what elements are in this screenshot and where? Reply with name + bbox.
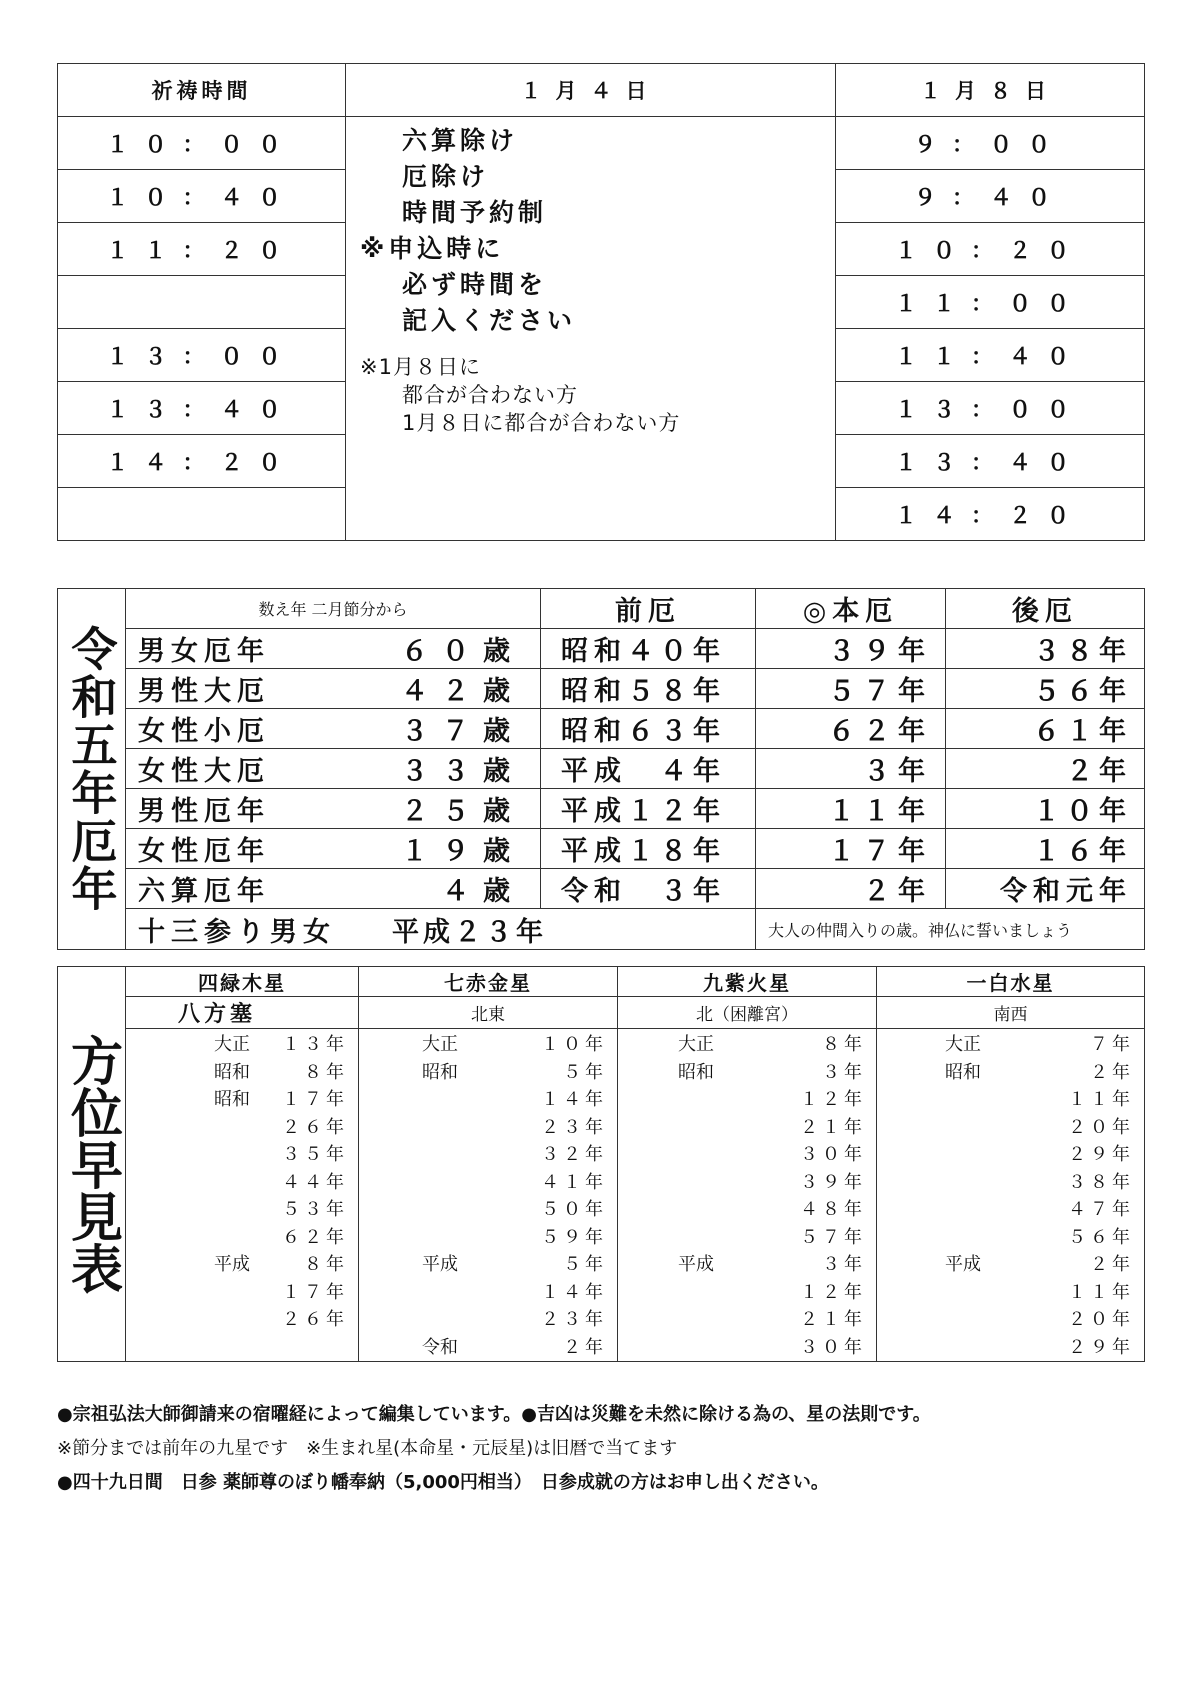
yaku-name: 男性大厄 ４２歳 — [126, 669, 541, 709]
year-entry — [877, 1251, 1144, 1279]
jan8-time: １１：００ — [836, 276, 1145, 329]
year-entry — [126, 1169, 358, 1197]
yaku-zen: 平成１８年 — [541, 829, 756, 869]
year-value: ６２年 — [282, 1226, 348, 1248]
year-value: ４８年 — [800, 1199, 866, 1220]
jan8-time: ９：４０ — [836, 170, 1145, 223]
header-jan4: １月４日 — [346, 64, 836, 117]
notice-line: 厄除け — [402, 162, 490, 191]
year-entry — [126, 1059, 358, 1087]
era-label: 昭和 — [422, 1061, 458, 1083]
year-entry — [126, 1251, 358, 1279]
direction-name: 南西 — [877, 997, 1145, 1029]
year-value: ３５年 — [282, 1144, 348, 1165]
year-entry — [877, 1169, 1144, 1197]
yaku-ato: ６１年 — [946, 709, 1145, 749]
star-name: 七赤金星 — [359, 967, 618, 997]
year-value: １２年 — [800, 1281, 866, 1303]
jan4-time: １０：４０ — [58, 170, 346, 223]
era-label: 昭和 — [945, 1061, 981, 1083]
year-value: １４年 — [541, 1281, 607, 1303]
year-entry — [359, 1059, 617, 1087]
jan8-time: １３：００ — [836, 382, 1145, 435]
year-entry — [618, 1059, 876, 1087]
jan4-time: １３：４０ — [58, 382, 346, 435]
year-value: ５３年 — [282, 1199, 348, 1220]
notice-line: 記入ください — [402, 306, 577, 335]
year-entry — [618, 1086, 876, 1114]
year-entry — [618, 1114, 876, 1142]
yaku-ato: １０年 — [946, 789, 1145, 829]
note-line: ※節分までは前年の九星です ※生まれ星(本命星・元辰星)は旧暦で当てます — [57, 1438, 678, 1459]
year-entry — [126, 1141, 358, 1169]
year-value: ２１年 — [800, 1116, 866, 1138]
year-entry — [877, 1334, 1144, 1362]
year-value: ７年 — [1090, 1034, 1134, 1055]
year-value: ２１年 — [800, 1309, 866, 1330]
era-label: 昭和 — [214, 1089, 250, 1110]
year-value: ８年 — [304, 1254, 348, 1275]
era-label: 令和 — [422, 1336, 458, 1358]
direction-name: 八方塞 — [126, 997, 359, 1029]
year-value: １１年 — [1068, 1281, 1134, 1303]
year-value: １１年 — [1068, 1089, 1134, 1110]
yaku-zen: 昭和６３年 — [541, 709, 756, 749]
jusanmairi: 十三参り男女 平成２３年 — [126, 909, 756, 950]
note-line: ●宗祖弘法大師御請来の宿曜経によって編集しています。●吉凶は災難を未然に除ける為の、星の法則です。 — [57, 1404, 931, 1425]
era-label: 大正 — [945, 1034, 981, 1055]
year-entry — [618, 1224, 876, 1252]
header-zenyaku: 前厄 — [541, 589, 756, 629]
reservation-notice — [346, 117, 836, 541]
jan8-time: １１：４０ — [836, 329, 1145, 382]
year-entry — [877, 1031, 1144, 1059]
year-value: ３年 — [822, 1254, 866, 1275]
era-label: 平成 — [214, 1254, 250, 1275]
notice-line: ※申込時に — [360, 234, 505, 263]
year-value: ２６年 — [282, 1116, 348, 1138]
year-value: ３０年 — [800, 1144, 866, 1165]
direction-chart-table — [57, 966, 1145, 1362]
notice-line: 1月８日に都合が合わない方 — [402, 411, 681, 435]
jusanmairi-note: 大人の仲間入りの歳。神仏に誓いましょう — [756, 909, 1145, 950]
year-entry — [359, 1251, 617, 1279]
jan8-time: １４：２０ — [836, 488, 1145, 541]
year-entry — [359, 1196, 617, 1224]
yaku-ato: １６年 — [946, 829, 1145, 869]
year-value: ５０年 — [541, 1199, 607, 1220]
year-value: ２年 — [1090, 1254, 1134, 1275]
direction-side-title — [58, 967, 126, 1362]
yaku-zen: 昭和４０年 — [541, 629, 756, 669]
jan4-time: １０：００ — [58, 117, 346, 170]
year-entry — [877, 1059, 1144, 1087]
jan8-time: １０：２０ — [836, 223, 1145, 276]
notice-line: 六算除け — [402, 126, 519, 155]
year-entry — [359, 1334, 617, 1362]
yaku-name: 女性小厄 ３７歳 — [126, 709, 541, 749]
prayer-schedule-table — [57, 63, 1145, 541]
year-value: ５６年 — [1068, 1226, 1134, 1248]
year-entry — [126, 1114, 358, 1142]
era-label: 平成 — [945, 1254, 981, 1275]
year-entry — [618, 1334, 876, 1362]
year-entry — [359, 1169, 617, 1197]
year-entry — [618, 1251, 876, 1279]
year-value: ４４年 — [282, 1171, 348, 1193]
year-value: ３８年 — [1068, 1171, 1134, 1193]
yaku-zen: 令和 ３年 — [541, 869, 756, 909]
notice-line: 必ず時間を — [402, 270, 548, 299]
era-label: 大正 — [214, 1034, 250, 1055]
year-value: ３年 — [822, 1061, 866, 1083]
notice-line: 都合が合わない方 — [402, 383, 578, 407]
yaku-zen: 昭和５８年 — [541, 669, 756, 709]
year-entry — [359, 1114, 617, 1142]
year-value: ２９年 — [1068, 1144, 1134, 1165]
year-value: ５９年 — [541, 1226, 607, 1248]
year-entry — [618, 1306, 876, 1334]
year-value: ２年 — [1090, 1061, 1134, 1083]
jan4-time — [58, 276, 346, 329]
star-name: 九紫火星 — [618, 967, 877, 997]
year-value: ２年 — [563, 1336, 607, 1358]
year-value: ２０年 — [1068, 1309, 1134, 1330]
yaku-zen: 平成 ４年 — [541, 749, 756, 789]
year-value: ４１年 — [541, 1171, 607, 1193]
side-title-text: 令和五年厄年 — [64, 625, 119, 913]
yaku-ato: ５６年 — [946, 669, 1145, 709]
yaku-ato: 令和元年 — [946, 869, 1145, 909]
yaku-name: 女性大厄 ３３歳 — [126, 749, 541, 789]
year-entry — [877, 1141, 1144, 1169]
header-atoyaku: 後厄 — [946, 589, 1145, 629]
year-value: ８年 — [822, 1034, 866, 1055]
era-label: 昭和 — [678, 1061, 714, 1083]
jan4-time: １４：２０ — [58, 435, 346, 488]
year-entry — [126, 1031, 358, 1059]
year-entry — [877, 1224, 1144, 1252]
year-value: ２０年 — [1068, 1116, 1134, 1138]
year-list — [618, 1029, 877, 1362]
year-entry — [618, 1141, 876, 1169]
year-list — [126, 1029, 359, 1362]
jan8-time: １３：４０ — [836, 435, 1145, 488]
year-entry — [359, 1279, 617, 1307]
year-value: ２３年 — [541, 1309, 607, 1330]
era-label: 昭和 — [214, 1061, 250, 1083]
year-value: ５７年 — [800, 1226, 866, 1248]
star-name: 四緑木星 — [126, 967, 359, 997]
year-value: １７年 — [282, 1281, 348, 1303]
year-entry — [126, 1086, 358, 1114]
yakudoshi-table — [57, 588, 1145, 950]
yaku-hon: １７年 — [756, 829, 946, 869]
year-entry — [877, 1196, 1144, 1224]
star-name: 一白水星 — [877, 967, 1145, 997]
footer-notes — [57, 1398, 1157, 1500]
year-entry — [618, 1279, 876, 1307]
era-label: 平成 — [678, 1254, 714, 1275]
direction-name: 北東 — [359, 997, 618, 1029]
year-entry — [877, 1279, 1144, 1307]
yaku-name: 女性厄年 １９歳 — [126, 829, 541, 869]
year-value: １０年 — [541, 1034, 607, 1055]
yaku-name: 六算厄年 ４歳 — [126, 869, 541, 909]
year-value: １４年 — [541, 1089, 607, 1110]
header-prayer-time: 祈祷時間 — [58, 64, 346, 117]
yaku-hon: ３年 — [756, 749, 946, 789]
jan4-time: １３：００ — [58, 329, 346, 382]
yaku-hon: ２年 — [756, 869, 946, 909]
year-entry — [126, 1306, 358, 1334]
yaku-name: 男女厄年 ６０歳 — [126, 629, 541, 669]
year-entry — [359, 1224, 617, 1252]
year-value: ８年 — [304, 1061, 348, 1083]
year-value: ２６年 — [282, 1309, 348, 1330]
note-line: ●四十九日間 日参 薬師尊のぼり幡奉納（5,000円相当） 日参成就の方はお申し出ください。 — [57, 1472, 829, 1493]
yaku-hon: ３９年 — [756, 629, 946, 669]
yaku-hon: ５７年 — [756, 669, 946, 709]
year-value: ３２年 — [541, 1144, 607, 1165]
era-label: 大正 — [422, 1034, 458, 1055]
yaku-hon: ６２年 — [756, 709, 946, 749]
year-value: １７年 — [282, 1089, 348, 1110]
year-value: ２９年 — [1068, 1336, 1134, 1358]
yaku-ato: ２年 — [946, 749, 1145, 789]
year-entry — [126, 1224, 358, 1252]
yaku-ato: ３８年 — [946, 629, 1145, 669]
year-entry — [359, 1141, 617, 1169]
yaku-zen: 平成１２年 — [541, 789, 756, 829]
year-entry — [359, 1031, 617, 1059]
year-value: １３年 — [282, 1034, 348, 1055]
year-entry — [359, 1306, 617, 1334]
year-value: １２年 — [800, 1089, 866, 1110]
yakudoshi-side-title — [58, 589, 126, 950]
year-entry — [126, 1196, 358, 1224]
header-label: 数え年 二月節分から — [126, 589, 541, 629]
year-value: ５年 — [563, 1254, 607, 1275]
year-entry — [359, 1086, 617, 1114]
era-label: 平成 — [422, 1254, 458, 1275]
jan4-time — [58, 488, 346, 541]
era-label: 大正 — [678, 1034, 714, 1055]
year-value: ４７年 — [1068, 1199, 1134, 1220]
header-jan8: １月８日 — [836, 64, 1145, 117]
year-value: ３０年 — [800, 1336, 866, 1358]
jan4-time: １１：２０ — [58, 223, 346, 276]
year-entry — [877, 1114, 1144, 1142]
header-honyaku: ◎本厄 — [756, 589, 946, 629]
side-title-text: 方位早見表 — [61, 1034, 122, 1294]
year-entry — [877, 1306, 1144, 1334]
yaku-name: 男性厄年 ２５歳 — [126, 789, 541, 829]
notice-line: ※1月８日に — [360, 355, 481, 379]
year-value: ２３年 — [541, 1116, 607, 1138]
year-entry — [618, 1169, 876, 1197]
year-value: ５年 — [563, 1061, 607, 1083]
direction-name: 北（困離宮） — [618, 997, 877, 1029]
year-list — [877, 1029, 1145, 1362]
year-entry — [618, 1196, 876, 1224]
year-value: ３９年 — [800, 1171, 866, 1193]
yaku-hon: １１年 — [756, 789, 946, 829]
year-list — [359, 1029, 618, 1362]
notice-line: 時間予約制 — [402, 198, 548, 227]
jan8-time: ９：００ — [836, 117, 1145, 170]
year-entry — [126, 1279, 358, 1307]
year-entry — [877, 1086, 1144, 1114]
year-entry — [618, 1031, 876, 1059]
